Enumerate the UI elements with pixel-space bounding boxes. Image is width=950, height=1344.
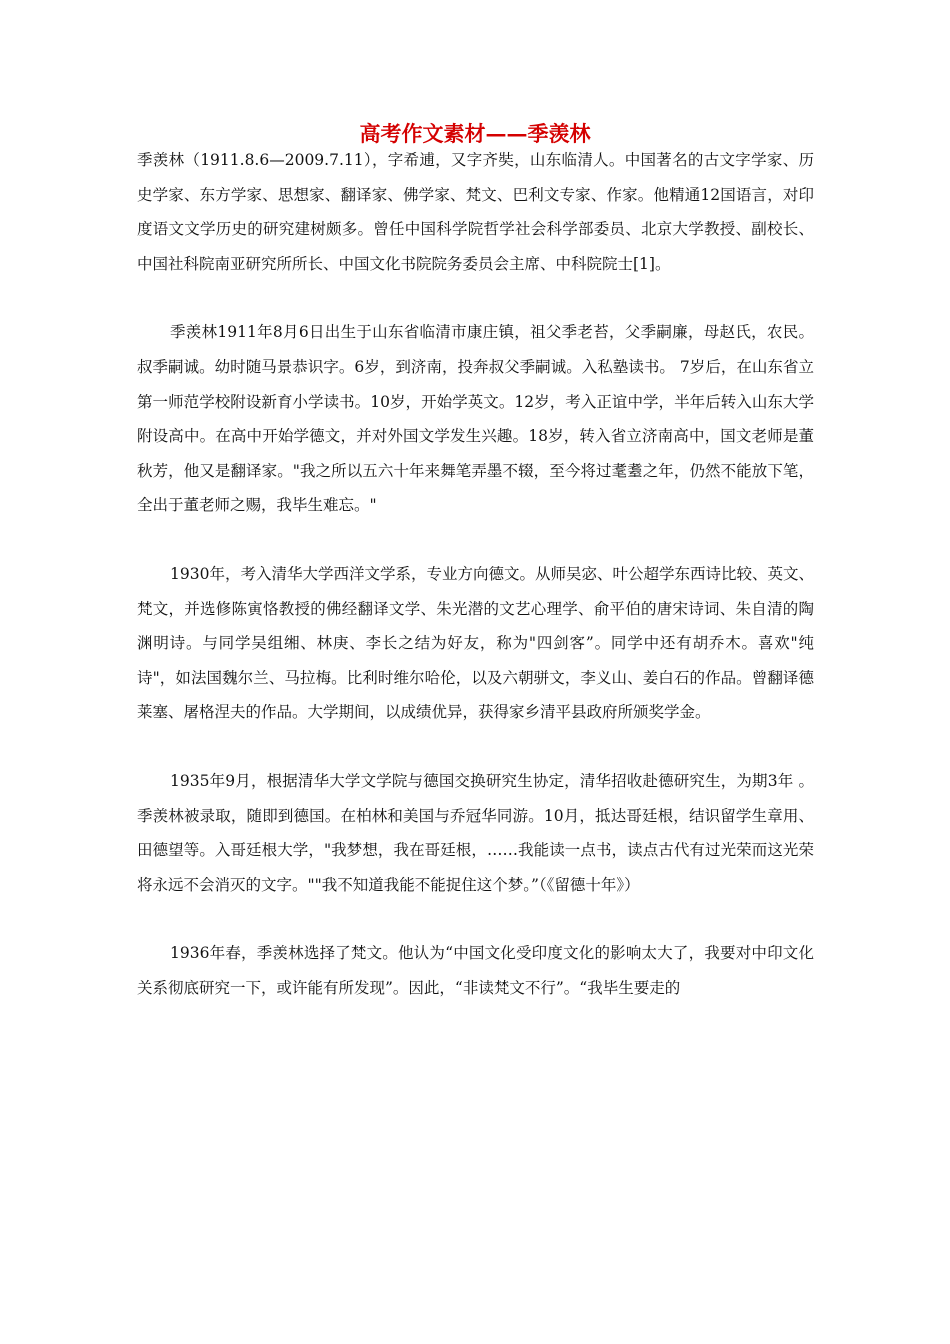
paragraph-early-life: 季羡林1911年8月6日出生于山东省临清市康庄镇，祖父季老苔，父季嗣廉，母赵氏，农民。叔季嗣诚。幼时随马景恭识字。6岁，到济南，投奔叔父季嗣诚。入私塾读书。 7岁后，在山东省立第一师范学校附设新育小学读书。10岁，开始学英文。12岁，考入正谊中学，半年后转入山东大学附设高中。在高中开始学德文，并对外国文学发生兴趣。18岁，转入省立济南高中，国文老师是董秋芳，他又是翻译家。"我之所以五六十年来舞笔弄墨不辍，至今将过耄耋之年，仍然不能放下笔，全出于董老师之赐，我毕生难忘。" bbox=[137, 323, 814, 515]
paragraph-sanskrit: 1936年春，季羡林选择了梵文。他认为“中国文化受印度文化的影响太大了，我要对中印文化关系彻底研究一下，或许能有所发现”。因此，“非读梵文不行”。“我毕生要走的 bbox=[137, 944, 814, 997]
document-title: 高考作文素材——季羡林 bbox=[359, 121, 591, 146]
paragraph-germany: 1935年9月，根据清华大学文学院与德国交换研究生协定，清华招收赴德研究生，为期3年 。季羡林被录取，随即到德国。在柏林和美国与乔冠华同游。10月，抵达哥廷根，结识留学生章用、田德望等。入哥廷根大学，"我梦想，我在哥廷根，……我能读一点书，读点古代有过光荣而这光荣将永远不会消灭的文字。""我不知道我能不能捉住这个梦。”（《留德十年》） bbox=[137, 771, 814, 894]
paragraph-tsinghua: 1930年，考入清华大学西洋文学系，专业方向德文。从师吴宓、叶公超学东西诗比较、英文、梵文，并选修陈寅恪教授的佛经翻译文学、朱光潜的文艺心理学、俞平伯的唐宋诗词、朱自清的陶渊明诗。与同学吴组缃、林庚、李长之结为好友，称为"四剑客”。同学中还有胡乔木。喜欢"纯诗"，如法国魏尔兰、马拉梅。比利时维尔哈伦，以及六朝骈文，李义山、姜白石的作品。曾翻译德莱塞、屠格涅夫的作品。大学期间，以成绩优异，获得家乡清平县政府所颁奖学金。 bbox=[137, 564, 814, 722]
paragraph-intro: 季羡林（1911.8.6—2009.7.11），字希逋，又字齐奘，山东临清人。中国著名的古文字学家、历史学家、东方学家、思想家、翻译家、佛学家、梵文、巴利文专家、作家。他精通12国语言，对印度语文文学历史的研究建树颇多。曾任中国科学院哲学社会科学部委员、北京大学教授、副校长、中国社科院南亚研究所所长、中国文化书院院务委员会主席、中科院院士[1]。 bbox=[137, 151, 814, 273]
document-body bbox=[137, 143, 814, 1039]
